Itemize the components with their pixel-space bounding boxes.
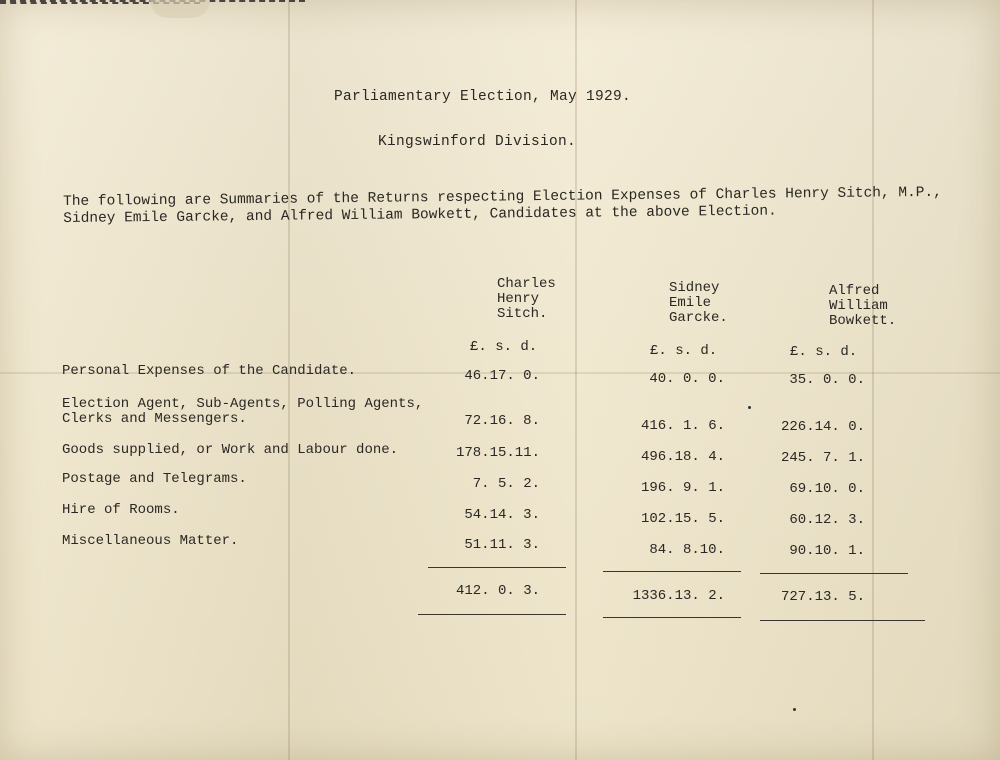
amount-garcke: 496.18. 4. bbox=[640, 449, 725, 465]
document-subtitle: Kingswinford Division. bbox=[378, 134, 577, 150]
total-rule bbox=[760, 620, 925, 621]
amount-bowkett: 245. 7. 1. bbox=[780, 450, 865, 466]
amount-sitch: 54.14. 3. bbox=[464, 507, 540, 523]
candidate-header-garcke bbox=[669, 281, 728, 326]
candidate-header-bowkett bbox=[829, 284, 896, 329]
paper-fold bbox=[872, 0, 874, 760]
amount-garcke: 40. 0. 0. bbox=[649, 371, 725, 387]
amount-garcke: 416. 1. 6. bbox=[640, 418, 725, 434]
candidate-header-sitch bbox=[497, 277, 556, 322]
currency-header: £. s. d. bbox=[650, 343, 718, 359]
row-label bbox=[62, 364, 356, 379]
amount-bowkett: 226.14. 0. bbox=[780, 419, 865, 435]
paper-fold bbox=[575, 0, 577, 760]
row-label-line: Postage and Telegrams. bbox=[62, 471, 247, 487]
row-label bbox=[62, 472, 247, 487]
amount-sitch: 51.11. 3. bbox=[464, 537, 540, 553]
amount-bowkett: 35. 0. 0. bbox=[789, 372, 865, 388]
paper-fold bbox=[288, 0, 290, 760]
total-bowkett: 727.13. 5. bbox=[780, 589, 865, 605]
candidate-name-line: Alfred bbox=[829, 283, 880, 299]
candidate-name-line: Henry bbox=[497, 291, 540, 307]
row-label-line: Personal Expenses of the Candidate. bbox=[62, 363, 357, 379]
row-label bbox=[62, 443, 398, 458]
amount-sitch: 7. 5. 2. bbox=[472, 476, 540, 492]
amount-bowkett: 60.12. 3. bbox=[789, 512, 865, 528]
intro-paragraph: The following are Summaries of the Returns respecting Election Expenses of Charles Henry Sitch, M.P., Sidney Emile Garcke, and Alfred William Bowkett, Candidates at the above Election. bbox=[63, 184, 942, 227]
amount-bowkett: 69.10. 0. bbox=[789, 481, 865, 497]
amount-garcke: 102.15. 5. bbox=[640, 511, 725, 527]
candidate-name-line: Charles bbox=[497, 276, 556, 292]
row-label-line: Election Agent, Sub-Agents, Polling Agents, bbox=[62, 396, 424, 412]
candidate-name-line: William bbox=[829, 298, 888, 314]
document-title: Parliamentary Election, May 1929. bbox=[334, 89, 632, 105]
candidate-name-line: Sidney bbox=[669, 280, 720, 296]
ink-spot bbox=[793, 708, 796, 711]
amount-sitch: 72.16. 8. bbox=[464, 413, 540, 429]
row-label-line: Hire of Rooms. bbox=[62, 502, 180, 518]
total-garcke: 1336.13. 2. bbox=[632, 588, 725, 604]
candidate-name-line: Garcke. bbox=[669, 310, 728, 326]
currency-header: £. s. d. bbox=[470, 339, 538, 355]
total-rule bbox=[603, 617, 741, 618]
candidate-name-line: Sitch. bbox=[497, 306, 548, 322]
sum-rule bbox=[760, 573, 908, 574]
total-rule bbox=[418, 614, 566, 615]
row-label bbox=[62, 397, 423, 427]
row-label bbox=[62, 534, 238, 549]
row-label-line: Clerks and Messengers. bbox=[62, 411, 247, 427]
sum-rule bbox=[603, 571, 741, 572]
row-label-line: Goods supplied, or Work and Labour done. bbox=[62, 442, 399, 458]
row-label-line: Miscellaneous Matter. bbox=[62, 533, 239, 549]
currency-header: £. s. d. bbox=[790, 344, 858, 360]
total-sitch: 412. 0. 3. bbox=[455, 583, 540, 599]
torn-edge bbox=[150, 0, 210, 18]
amount-garcke: 84. 8.10. bbox=[649, 542, 725, 558]
amount-sitch: 178.15.11. bbox=[455, 445, 540, 461]
candidate-name-line: Emile bbox=[669, 295, 712, 311]
ink-spot bbox=[748, 406, 751, 409]
row-label bbox=[62, 503, 180, 518]
candidate-name-line: Bowkett. bbox=[829, 313, 897, 329]
amount-garcke: 196. 9. 1. bbox=[640, 480, 725, 496]
amount-bowkett: 90.10. 1. bbox=[789, 543, 865, 559]
sum-rule bbox=[428, 567, 566, 568]
amount-sitch: 46.17. 0. bbox=[464, 368, 540, 384]
